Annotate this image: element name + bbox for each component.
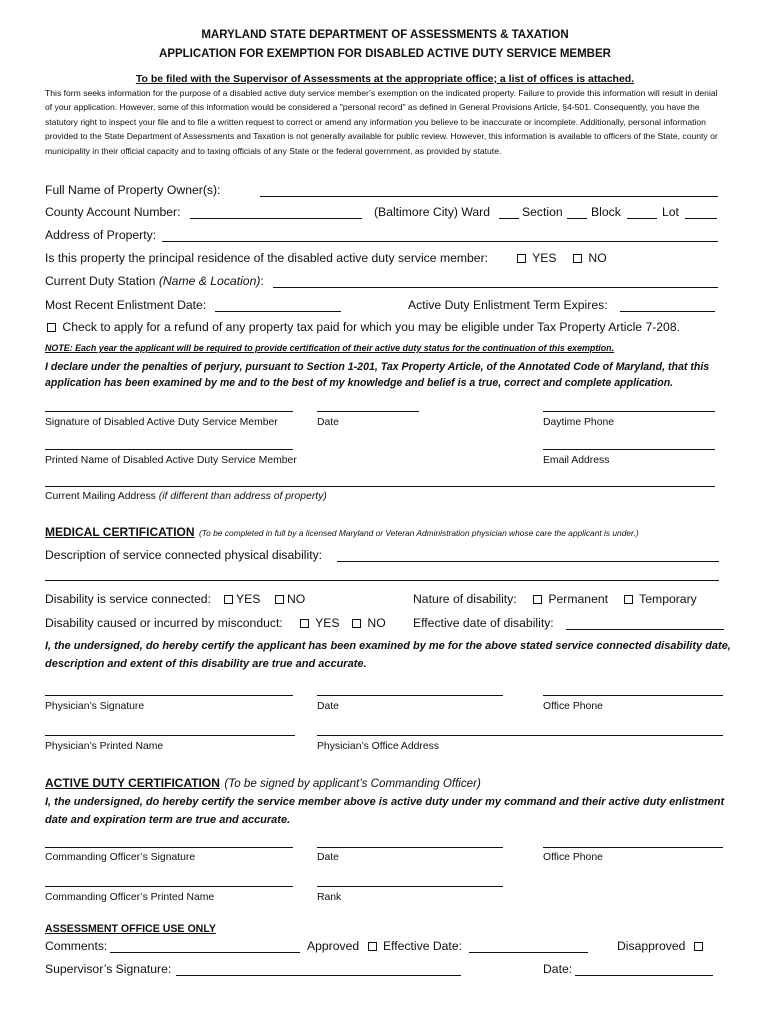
ward-label: (Baltimore City) Ward [374,205,491,219]
printed-name-line[interactable] [45,449,293,450]
co-date-line[interactable] [317,847,503,848]
enlistment-date-label: Most Recent Enlistment Date: [45,298,207,312]
co-phone-label: Office Phone [543,852,603,863]
disability-description-label: Description of service connected physical disability: [45,548,323,562]
lot-field[interactable] [685,218,717,219]
supervisor-date-label: Date: [543,962,573,976]
physician-date-line[interactable] [317,695,503,696]
daytime-phone-line[interactable] [543,411,715,412]
misconduct-no-checkbox[interactable] [352,619,361,628]
supervisor-date-field[interactable] [575,975,713,976]
disability-description-field[interactable] [337,561,719,562]
physician-phone-label: Office Phone [543,701,603,712]
co-rank-label: Rank [317,892,342,903]
privacy-notice: This form seeks information for the purpose of a disabled active duty service member’s exemption on the indicated property. Failure to provide this information will result in denial of your application. However, some of this information would be considered a "personal record" as defined in General Provisions Article, §4-501. Consequently, you have the statutory right to inspect your file and to file a written request to correct or amend any information you believe to be inaccurate or incomplete. Additionally, personal information provided to the State Department of Assessments and Taxation is not generally available for public review. However, this information is available to officers of the State, county or municipality in their official capacity and to taxing officials of any State or the federal government, as provided by statute. [45,88,718,156]
physician-name-line[interactable] [45,735,295,736]
misconduct-no-option[interactable]: NO [352,616,386,630]
residence-no-checkbox[interactable] [573,254,582,263]
co-name-line[interactable] [45,886,293,887]
comments-label: Comments: [45,939,108,953]
property-address-label: Address of Property: [45,228,157,242]
physician-name-label: Physician’s Printed Name [45,741,164,752]
physician-signature-line[interactable] [45,695,293,696]
email-line[interactable] [543,449,715,450]
refund-checkbox[interactable] [47,323,56,332]
physician-address-label: Physician’s Office Address [317,741,440,752]
annual-certification-note: NOTE: Each year the applicant will be required to provide certification of their active duty status for the continuation of this exemption. [45,343,615,353]
disability-description-field-2[interactable] [45,580,719,581]
mailing-address-label: Current Mailing Address (if different than address of property) [45,491,327,502]
service-connected-label: Disability is service connected: [45,592,211,606]
form-title-agency: MARYLAND STATE DEPARTMENT OF ASSESSMENTS & TAXATION [201,29,569,41]
connected-yes-checkbox[interactable] [224,595,233,604]
comments-field[interactable] [110,952,300,953]
effective-date-label: Effective date of disability: [413,616,554,630]
misconduct-label: Disability caused or incurred by misconduct: [45,616,283,630]
perjury-declaration: I declare under the penalties of perjury, pursuant to Section 1-201, Tax Property Article, of the Annotated Code of Maryland, that this application has been examined by me and to the best of my knowledge and belief is a true, correct and complete application. [45,361,710,389]
physician-phone-line[interactable] [543,695,723,696]
property-address-field[interactable] [162,241,718,242]
connected-no-option[interactable]: NO [275,592,305,606]
daytime-phone-label: Daytime Phone [543,417,615,428]
email-label: Email Address [543,455,610,466]
temporary-checkbox[interactable] [624,595,633,604]
form-title: APPLICATION FOR EXEMPTION FOR DISABLED ACTIVE DUTY SERVICE MEMBER [159,48,611,60]
duty-station-field[interactable] [273,287,718,288]
block-field[interactable] [627,218,657,219]
owner-name-label: Full Name of Property Owner(s): [45,183,221,197]
co-signature-label: Commanding Officer’s Signature [45,852,196,863]
office-effective-date-field[interactable] [469,952,588,953]
office-effective-date-label: Effective Date: [382,939,462,953]
connected-no-checkbox[interactable] [275,595,284,604]
disapproved-option[interactable]: Disapproved [617,939,706,953]
permanent-checkbox[interactable] [533,595,542,604]
residence-yes-option[interactable]: YES [517,251,557,265]
physician-signature-label: Physician’s Signature [45,701,145,712]
disapproved-checkbox[interactable] [694,942,703,951]
approved-checkbox[interactable] [368,942,377,951]
applicant-date-label: Date [317,417,339,428]
section-label: Section [522,205,563,219]
section-field[interactable] [567,218,587,219]
residence-yes-checkbox[interactable] [517,254,526,263]
co-date-label: Date [317,852,339,863]
applicant-signature-label: Signature of Disabled Active Duty Service Member [45,417,278,428]
term-expires-field[interactable] [620,311,715,312]
lot-label: Lot [662,205,679,219]
filing-instructions: To be filed with the Supervisor of Assessments at the appropriate office; a list of offices is attached. [135,73,635,85]
nature-of-disability-label: Nature of disability: [413,592,517,606]
county-account-label: County Account Number: [45,205,181,219]
misconduct-yes-checkbox[interactable] [300,619,309,628]
office-use-title: ASSESSMENT OFFICE USE ONLY [45,923,216,935]
supervisor-signature-label: Supervisor’s Signature: [45,962,172,976]
block-label: Block [591,205,621,219]
term-expires-label: Active Duty Enlistment Term Expires: [408,298,608,312]
applicant-signature-line[interactable] [45,411,293,412]
temporary-option[interactable]: Temporary [624,592,697,606]
medical-certification-header: MEDICAL CERTIFICATION (To be completed in full by a licensed Maryland or Veteran Administration physician whose care the applicant is under.) [45,525,639,539]
approved-option[interactable]: Approved Effective Date: [307,939,462,953]
co-signature-line[interactable] [45,847,293,848]
residence-no-option[interactable]: NO [573,251,607,265]
active-duty-certification-header: ACTIVE DUTY CERTIFICATION (To be signed by applicant’s Commanding Officer) [45,776,481,790]
misconduct-yes-option[interactable]: YES [300,616,340,630]
ward-field[interactable] [499,218,519,219]
owner-name-field[interactable] [260,196,718,197]
printed-name-label: Printed Name of Disabled Active Duty Service Member [45,455,297,466]
residence-question: Is this property the principal residence of the disabled active duty service member: [45,251,489,265]
co-name-label: Commanding Officer’s Printed Name [45,892,215,903]
connected-yes-option[interactable]: YES [224,592,260,606]
commanding-officer-statement: I, the undersigned, do hereby certify the service member above is active duty under my command and their active duty enlistment date and expiration term are true and accurate. [45,796,725,826]
mailing-address-line[interactable] [45,486,715,487]
effective-date-field[interactable] [566,629,724,630]
applicant-date-line[interactable] [317,411,419,412]
enlistment-date-field[interactable] [215,311,341,312]
physician-date-label: Date [317,701,339,712]
refund-option[interactable]: Check to apply for a refund of any property tax paid for which you may be eligible under Tax Property Article 7-208. [47,320,680,334]
physician-address-line[interactable] [317,735,723,736]
co-rank-line[interactable] [317,886,503,887]
county-account-field[interactable] [190,218,362,219]
co-phone-line[interactable] [543,847,723,848]
physician-certification-statement: I, the undersigned, do hereby certify the applicant has been examined by me for the above stated service connected disability date, description and extent of this disability are true and accurate. [45,640,731,670]
duty-station-label: Current Duty Station (Name & Location): [45,274,264,288]
supervisor-signature-field[interactable] [176,975,461,976]
permanent-option[interactable]: Permanent [533,592,608,606]
